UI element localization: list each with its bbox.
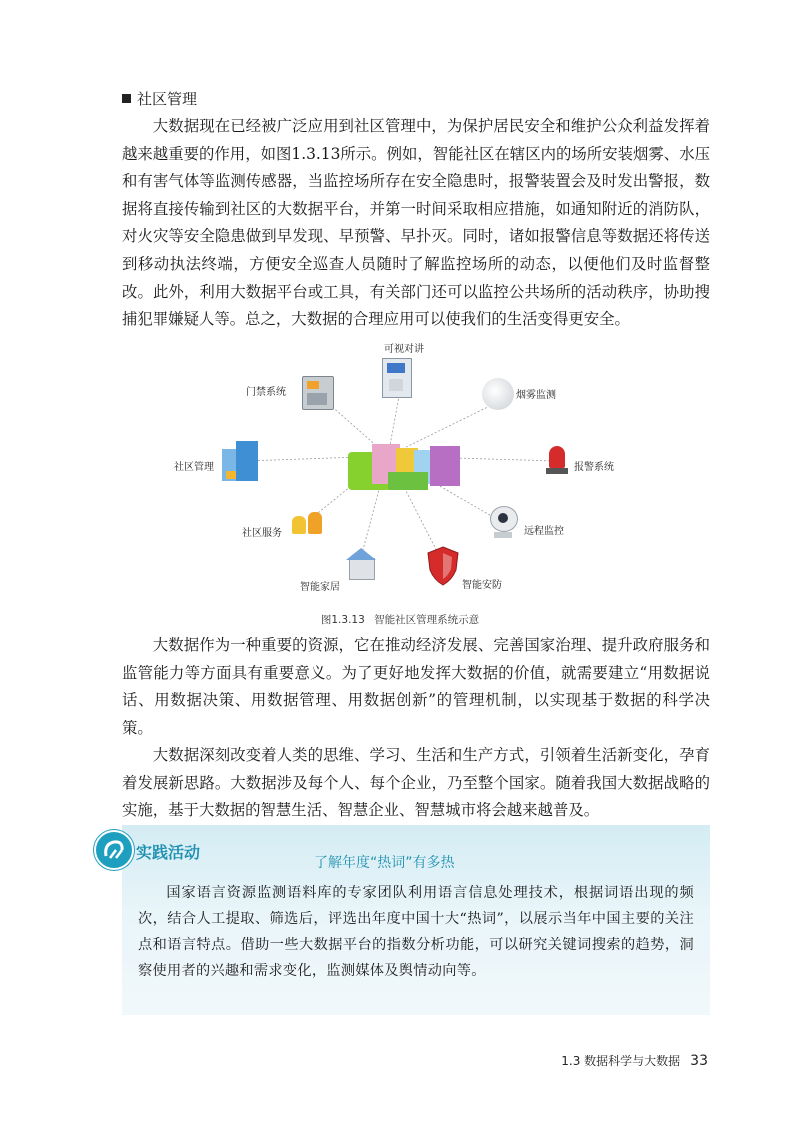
label-smart-security: 智能安防 [462,580,502,591]
label-community-service: 社区服务 [242,528,282,539]
footer-section: 1.3 数据科学与大数据 [561,1054,681,1068]
paragraph-big-data-resource: 大数据作为一种重要的资源，它在推动经济发展、完善国家治理、提升政府服务和监管能力等方面具有重要意义。为了更好地发挥大数据的价值，就需要建立“用数据说话、用数据决策、用数据管理、用数据创新”的管理机制，以实现基于数据的科学决策。 [122,636,710,737]
figure-caption: 图1.3.13 智能社区管理系统示意 [320,614,480,626]
activity-swirl-icon [96,832,132,868]
label-community-mgmt: 社区管理 [174,462,214,473]
label-access-control: 门禁系统 [246,387,286,398]
remote-camera-icon [488,506,518,540]
community-service-icon [292,508,324,536]
alarm-siren-icon [546,446,568,476]
paragraph-big-data-change: 大数据深刻改变着人类的思维、学习、生活和生产方式，引领着生活新变化，孕育着发展新思路。大数据涉及每个人、每个企业，乃至整个国家。随着我国大数据战略的实施，基于大数据的智慧生活、智慧企业、智慧城市将会越来越普及。 [122,746,710,820]
smoke-detector-icon [482,378,514,410]
smart-home-icon [346,548,376,578]
label-remote-monitor: 远程监控 [524,526,564,537]
data-center-hub-icon [348,442,460,490]
label-smoke-monitor: 烟雾监测 [516,390,556,401]
page-number: 33 [690,1053,708,1069]
activity-badge-icon [94,830,134,870]
access-control-icon [302,376,334,410]
activity-subtitle: 了解年度“热词”有多热 [314,855,455,871]
label-smart-home: 智能家居 [300,582,340,593]
section-heading-text: 社区管理 [137,90,198,108]
label-alarm-system: 报警系统 [574,462,614,473]
page-footer [561,1052,708,1069]
activity-body: 国家语言资源监测语料库的专家团队利用语言信息处理技术，根据词语出现的频次，结合人工提取、筛选后，评选出年度中国十大“热词”，以展示当年中国主要的关注点和语言特点。借助一些大数据平台的指数分析功能，可以研究关键词搜索的趋势，洞察使用者的兴趣和需求变化，监测媒体及舆情动向等。 [138,885,694,979]
video-intercom-icon [382,358,412,398]
bullet-square-icon [122,94,131,103]
shield-security-icon [426,546,460,586]
community-building-icon [222,441,258,481]
section-heading [122,88,197,109]
paragraph-community-management: 大数据现在已经被广泛应用到社区管理中，为保护居民安全和维护公众利益发挥着越来越重要的作用，如图1.3.13所示。例如，智能社区在辖区内的场所安装烟雾、水压和有害气体等监测传感器，当监控场所存在安全隐患时，报警装置会及时发出警报，数据将直接传输到社区的大数据平台，并第一时间采取相应措施，如通知附近的消防队，对火灾等安全隐患做到早发现、早预警、早扑灭。同时，诸如报警信息等数据还将传送到移动执法终端，方便安全巡查人员随时了解监控场所的动态，以便他们及时监督整改。此外，利用大数据平台或工具，有关部门还可以监控公共场所的活动秩序，协助搜捕犯罪嫌疑人等。总之，大数据的合理应用可以使我们的生活变得更安全。 [122,117,710,329]
smart-community-diagram [160,336,640,596]
label-video-intercom: 可视对讲 [384,344,424,355]
activity-title: 实践活动 [136,843,201,862]
